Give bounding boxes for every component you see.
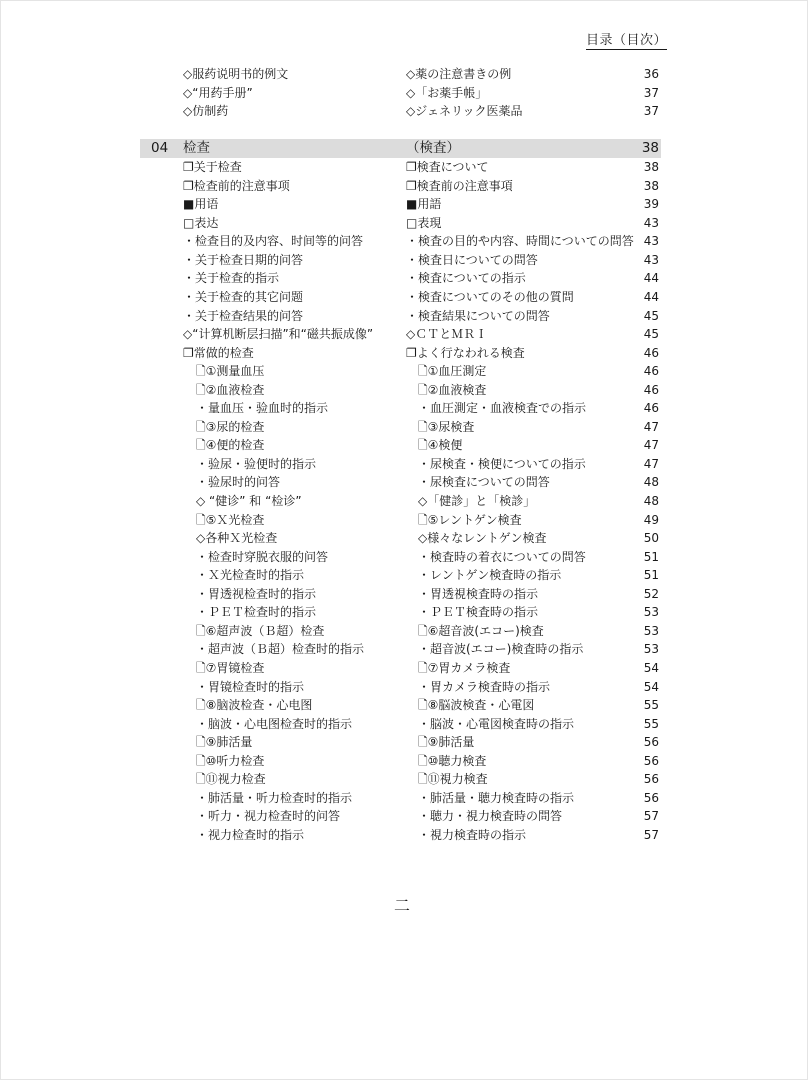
entry-title-chinese: ・关于检查的指示 xyxy=(183,271,280,286)
entry-title-chinese: ❐关于检查 xyxy=(183,160,242,175)
toc-entry-row xyxy=(0,566,808,585)
entry-title-japanese: □表現 xyxy=(406,215,442,230)
entry-title-japanese: 🗋⑨肺活量 xyxy=(418,735,475,750)
entry-page-number: 57 xyxy=(643,809,659,824)
toc-entry-row xyxy=(0,102,808,121)
entry-page-number: 50 xyxy=(643,531,659,546)
toc-entry-row xyxy=(0,603,808,622)
entry-title-japanese: ◇「お薬手帳」 xyxy=(406,85,488,100)
entry-page-number: 56 xyxy=(643,735,659,750)
entry-title-japanese: 🗋③尿検査 xyxy=(418,419,475,434)
entry-title-japanese: ・脳波・心電図検査時の指示 xyxy=(418,716,575,731)
toc-entry-row xyxy=(0,307,808,326)
toc-entry-row xyxy=(0,436,808,455)
entry-title-japanese: 🗋⑤レントゲン検査 xyxy=(418,512,522,527)
entry-title-japanese: ❐検査について xyxy=(406,160,489,175)
entry-page-number: 38 xyxy=(641,140,659,157)
toc-entry-row xyxy=(0,826,808,845)
page-number: 二 xyxy=(394,896,411,915)
toc-entry-row xyxy=(0,158,808,177)
toc-entry-row xyxy=(0,344,808,363)
entry-title-chinese: ◇各种Ｘ光检查 xyxy=(196,531,278,546)
entry-title-chinese: ・视力检查时的指示 xyxy=(196,827,305,842)
entry-title-chinese: ・胃镜检查时的指示 xyxy=(196,679,305,694)
entry-page-number: 51 xyxy=(643,568,659,583)
entry-page-number: 52 xyxy=(643,586,659,601)
toc-entry-row xyxy=(0,733,808,752)
toc-entry-row xyxy=(0,214,808,233)
toc-entry-row xyxy=(0,455,808,474)
entry-page-number: 55 xyxy=(643,716,659,731)
entry-title-chinese: ・Ｘ光检查时的指示 xyxy=(196,568,305,583)
entry-title-chinese: 🗋⑧脑波检查・心电图 xyxy=(196,698,313,713)
entry-page-number: 47 xyxy=(643,419,659,434)
entry-page-number: 46 xyxy=(643,345,659,360)
toc-entry-row xyxy=(0,177,808,196)
toc-entry-row xyxy=(0,715,808,734)
entry-page-number: 45 xyxy=(643,308,659,323)
entry-title-japanese: ◇ジェネリック医薬品 xyxy=(406,104,523,119)
toc-entry-row xyxy=(0,622,808,641)
entry-title-chinese: ◇“计算机断层扫描”和“磁共振成像” xyxy=(183,327,374,342)
toc-section-row xyxy=(140,139,661,158)
entry-title-japanese: ・レントゲン検査時の指示 xyxy=(418,568,562,583)
toc-entry-row xyxy=(0,492,808,511)
entry-title-chinese: ❐常做的检查 xyxy=(183,345,254,360)
entry-page-number: 51 xyxy=(643,549,659,564)
entry-page-number: 48 xyxy=(643,494,659,509)
toc-entry-row xyxy=(0,585,808,604)
entry-title-chinese: ◇“用药手册” xyxy=(183,85,253,100)
toc-entry-row xyxy=(0,325,808,344)
entry-title-chinese: ・检查目的及内容、时间等的问答 xyxy=(183,234,364,249)
entry-page-number: 36 xyxy=(643,67,659,81)
section-number: 04 xyxy=(151,140,169,157)
toc-entry-row xyxy=(0,659,808,678)
entry-title-chinese: ◇服药说明书的例文 xyxy=(183,67,289,81)
entry-page-number: 48 xyxy=(643,475,659,490)
entry-title-chinese: ❐检查前的注意事项 xyxy=(183,178,290,193)
entry-title-chinese: 🗋②血液检查 xyxy=(196,382,265,397)
entry-title-chinese: ・量血压・验血时的指示 xyxy=(196,401,329,416)
entry-page-number: 46 xyxy=(643,364,659,379)
entry-page-number: 37 xyxy=(643,85,659,100)
toc-entry-row xyxy=(0,195,808,214)
entry-page-number: 55 xyxy=(643,698,659,713)
toc-gap xyxy=(0,121,808,140)
toc-entry-row xyxy=(0,473,808,492)
entry-title-japanese: 🗋⑦胃カメラ検査 xyxy=(418,660,511,675)
entry-title-japanese: ❐検査前の注意事項 xyxy=(406,178,513,193)
toc-entry-row xyxy=(0,696,808,715)
entry-title-japanese: ・検査時の着衣についての問答 xyxy=(418,549,586,564)
toc-entry-row xyxy=(0,399,808,418)
entry-page-number: 56 xyxy=(643,772,659,787)
entry-title-chinese: 🗋①测量血压 xyxy=(196,364,265,379)
entry-title-japanese: ・視力検査時の指示 xyxy=(418,827,527,842)
entry-title-japanese: 🗋⑧脳波検査・心電図 xyxy=(418,698,535,713)
entry-title-japanese: ・検査日についての問答 xyxy=(406,252,538,267)
entry-page-number: 37 xyxy=(643,104,659,119)
entry-title-japanese: ・検査についてのその他の質問 xyxy=(406,290,574,305)
entry-title-chinese: ・关于检查的其它问题 xyxy=(183,290,304,305)
entry-title-japanese: ◇ＣＴとＭＲＩ xyxy=(406,327,488,342)
entry-title-chinese: ・关于检查结果的问答 xyxy=(183,308,304,323)
toc-entry-row xyxy=(0,548,808,567)
entry-title-japanese: 🗋⑥超音波(エコー)検査 xyxy=(418,623,544,638)
toc-entry-row xyxy=(0,269,808,288)
table-of-contents xyxy=(0,65,808,844)
entry-page-number: 53 xyxy=(643,623,659,638)
entry-title-chinese: 🗋⑤Ｘ光检查 xyxy=(196,512,265,527)
entry-title-japanese: ・検査についての指示 xyxy=(406,271,526,286)
entry-page-number: 49 xyxy=(643,512,659,527)
entry-page-number: 54 xyxy=(643,660,659,675)
entry-page-number: 43 xyxy=(643,234,659,249)
entry-page-number: 56 xyxy=(643,753,659,768)
entry-title-chinese: ・ＰＥＴ检查时的指示 xyxy=(196,605,317,620)
entry-page-number: 47 xyxy=(643,438,659,453)
entry-title-japanese: 🗋④検便 xyxy=(418,438,463,453)
entry-page-number: 45 xyxy=(643,327,659,342)
toc-entry-row xyxy=(0,288,808,307)
toc-entry-row xyxy=(0,362,808,381)
entry-title-japanese: ・肺活量・聴力検査時の指示 xyxy=(418,790,575,805)
entry-title-chinese: ■用语 xyxy=(183,197,219,212)
toc-entry-row xyxy=(0,789,808,808)
entry-title-japanese: ・胃カメラ検査時の指示 xyxy=(418,679,551,694)
entry-title-japanese: ❐よく行なわれる検査 xyxy=(406,345,525,360)
entry-title-japanese: 🗋②血液検査 xyxy=(418,382,487,397)
entry-title-japanese: ・尿検査についての問答 xyxy=(418,475,550,490)
entry-page-number: 54 xyxy=(643,679,659,694)
entry-page-number: 43 xyxy=(643,215,659,230)
toc-entry-row xyxy=(0,418,808,437)
entry-title-japanese: ■用語 xyxy=(406,197,442,212)
entry-title-chinese: ・关于检查日期的问答 xyxy=(183,252,304,267)
entry-title-japanese: 🗋①血圧測定 xyxy=(418,364,487,379)
entry-title-chinese: 🗋③尿的检查 xyxy=(196,419,265,434)
toc-entry-row xyxy=(0,807,808,826)
entry-title-japanese: ・胃透視検査時の指示 xyxy=(418,586,539,601)
entry-title-chinese: ・肺活量・听力检查时的指示 xyxy=(196,790,353,805)
page-header-title: 目录（目次） xyxy=(586,29,667,50)
entry-title-chinese: ・验尿・验便时的指示 xyxy=(196,456,317,471)
entry-title-japanese: （検査） xyxy=(406,140,460,157)
toc-entry-row xyxy=(0,752,808,771)
entry-page-number: 56 xyxy=(643,790,659,805)
entry-page-number: 43 xyxy=(643,252,659,267)
toc-entry-row xyxy=(0,678,808,697)
toc-entry-row xyxy=(0,640,808,659)
entry-title-japanese: ◇「健診」と「検診」 xyxy=(418,494,536,509)
entry-title-chinese: 🗋⑨肺活量 xyxy=(196,735,253,750)
entry-title-japanese: ・超音波(エコー)検査時の指示 xyxy=(418,642,584,657)
toc-entry-row xyxy=(0,232,808,251)
entry-title-japanese: ・血圧測定・血液検査での指示 xyxy=(418,401,587,416)
entry-title-chinese: 🗋⑦胃镜检查 xyxy=(196,660,265,675)
entry-title-chinese: 检查 xyxy=(183,140,210,157)
entry-title-japanese: ・検査結果についての問答 xyxy=(406,308,550,323)
entry-title-japanese: ・尿検査・検便についての指示 xyxy=(418,456,586,471)
entry-title-chinese: 🗋⑪视力检查 xyxy=(196,772,266,787)
entry-page-number: 44 xyxy=(643,271,659,286)
entry-page-number: 47 xyxy=(643,456,659,471)
entry-page-number: 46 xyxy=(643,382,659,397)
entry-title-japanese: 🗋⑪視力検査 xyxy=(418,772,488,787)
entry-title-chinese: □表达 xyxy=(183,215,219,230)
entry-title-chinese: ◇仿制药 xyxy=(183,104,229,119)
toc-entry-row xyxy=(0,511,808,530)
entry-page-number: 39 xyxy=(643,197,659,212)
entry-title-chinese: 🗋⑩听力检查 xyxy=(196,753,265,768)
toc-entry-row xyxy=(0,529,808,548)
toc-entry-row xyxy=(0,251,808,270)
entry-page-number: 38 xyxy=(643,178,659,193)
entry-title-japanese: ・検査の目的や内容、時間についての問答 xyxy=(406,234,634,249)
entry-page-number: 53 xyxy=(643,605,659,620)
toc-entry-row xyxy=(0,770,808,789)
entry-title-chinese: 🗋⑥超声波（Ｂ超）检查 xyxy=(196,623,325,638)
entry-page-number: 46 xyxy=(643,401,659,416)
entry-page-number: 53 xyxy=(643,642,659,657)
toc-entry-row xyxy=(0,381,808,400)
entry-title-japanese: 🗋⑩聴力検査 xyxy=(418,753,487,768)
entry-page-number: 44 xyxy=(643,290,659,305)
entry-title-japanese: ・ＰＥＴ検査時の指示 xyxy=(418,605,539,620)
entry-title-chinese: ◇ “健诊” 和 “检诊” xyxy=(196,494,302,509)
toc-entry-row xyxy=(0,65,808,84)
entry-title-chinese: ・胃透视检查时的指示 xyxy=(196,586,317,601)
toc-entry-row xyxy=(0,84,808,103)
entry-title-chinese: 🗋④便的检查 xyxy=(196,438,265,453)
entry-title-japanese: ・聴力・視力検査時の問答 xyxy=(418,809,563,824)
entry-title-japanese: ◇薬の注意書きの例 xyxy=(406,67,512,81)
entry-title-chinese: ・听力・视力检查时的问答 xyxy=(196,809,341,824)
entry-title-chinese: ・超声波（Ｂ超）检查时的指示 xyxy=(196,642,365,657)
entry-title-chinese: ・检查时穿脱衣服的问答 xyxy=(196,549,329,564)
entry-title-chinese: ・验尿时的问答 xyxy=(196,475,281,490)
entry-title-chinese: ・脑波・心电图检查时的指示 xyxy=(196,716,353,731)
entry-page-number: 38 xyxy=(643,160,659,175)
entry-title-japanese: ◇様々なレントゲン検査 xyxy=(418,531,547,546)
entry-page-number: 57 xyxy=(643,827,659,842)
